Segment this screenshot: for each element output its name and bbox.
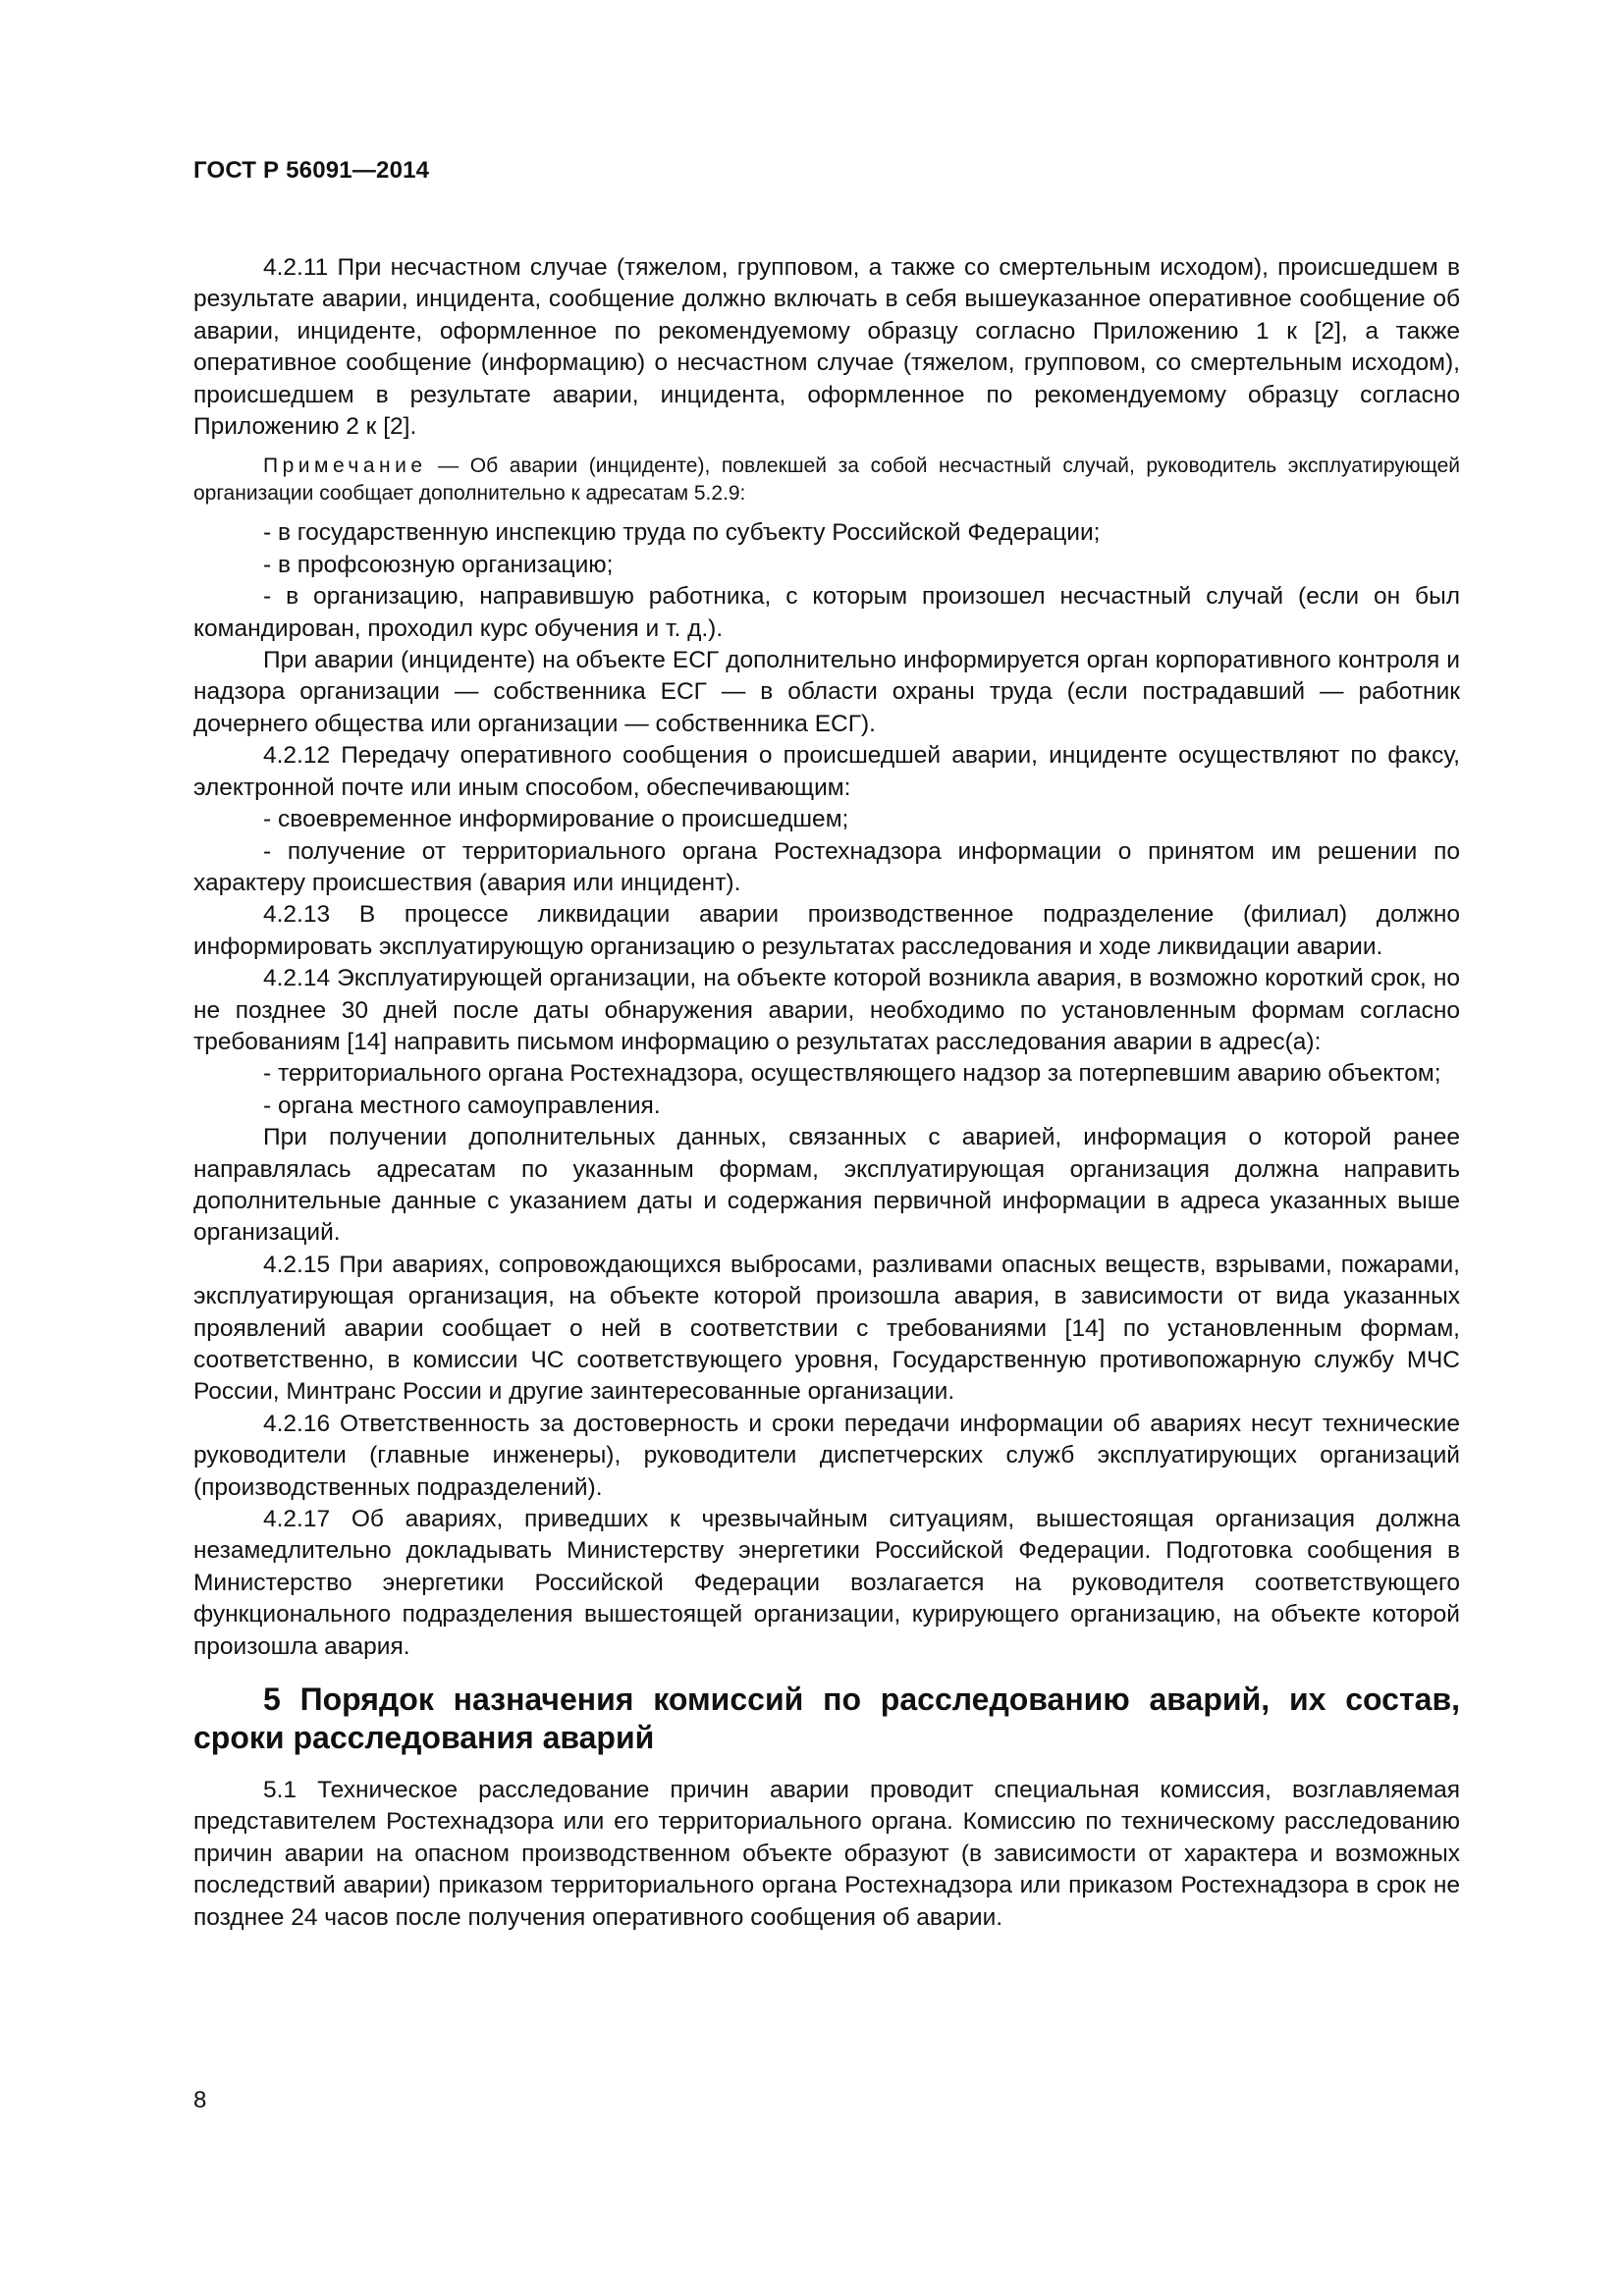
list-item: - органа местного самоуправления. [263, 1092, 661, 1119]
page-number: 8 [193, 2087, 207, 2113]
paragraph-4-2-13: 4.2.13 В процессе ликвидации аварии производственное подразделение (филиал) должно информировать эксплуатирующую организацию о результатах расследования и ходе ликвидации аварии. [193, 901, 1460, 960]
document-header: ГОСТ Р 56091—2014 [193, 157, 430, 184]
list-item: - получение от территориального органа Ростехнадзора информации о принятом им решении по характеру происшествия (авария или инцидент). [193, 837, 1460, 896]
paragraph-4-2-12: 4.2.12 Передачу оперативного сообщения о происшедшей аварии, инциденте осуществляют по факсу, электронной почте или иным способом, обеспечивающим: [193, 742, 1460, 801]
paragraph-4-2-16: 4.2.16 Ответственность за достоверность и сроки передачи информации об авариях несут технические руководители (главные инженеры), руководители диспетчерских служб эксплуатирующих организаций (производственных подразделений). [193, 1410, 1460, 1501]
note-text: — Об аварии (инциденте), повлекшей за собой несчастный случай, руководитель эксплуатирующей организации сообщает дополнительно к адресатам 5.2.9: [193, 454, 1460, 506]
document-body [193, 252, 1460, 1934]
note-block [193, 453, 1460, 507]
paragraph-esg: При аварии (инциденте) на объекте ЕСГ дополнительно информируется орган корпоративного контроля и надзора организации — собственника ЕСГ — в области охраны труда (если пострадавший — работник дочернего общества или организации — собственника ЕСГ). [193, 647, 1460, 737]
paragraph-4-2-15: 4.2.15 При авариях, сопровождающихся выбросами, разливами опасных веществ, взрывами, пожарами, эксплуатирующая организация, на объекте которой произошла авария, в зависимости от вида указанных проявлений аварии сообщает о ней в соответствии с требованиями [14] по установленным формам, соответственно, в комиссии ЧС соответствующего уровня, Государственную противопожарную службу МЧС России, Минтранс России и другие заинтересованные организации. [193, 1251, 1460, 1406]
paragraph-4-2-11: 4.2.11 При несчастном случае (тяжелом, групповом, а также со смертельным исходом), происшедшем в результате аварии, инцидента, сообщение должно включать в себя вышеуказанное оперативное сообщение об аварии, инциденте, оформленное по рекомендуемому образцу согласно Приложению 1 к [2], а также оперативное сообщение (информацию) о несчастном случае (тяжелом, групповом, со смертельным исходом), происшедшем в результате аварии, инцидента, оформленное по рекомендуемому образцу согласно Приложению 2 к [2]. [193, 254, 1460, 441]
paragraph-additional-data: При получении дополнительных данных, связанных с аварией, информация о которой ранее направлялась адресатам по указанным формам, эксплуатирующая организация должна направить дополнительные данные с указанием даты и содержания первичной информации в адреса указанных выше организаций. [193, 1124, 1460, 1247]
list-item: - своевременное информирование о происшедшем; [263, 806, 849, 833]
note-label: Примечание [263, 454, 427, 478]
section-5-heading: 5 Порядок назначения комиссий по расследованию аварий, их состав, сроки расследования аварий [193, 1682, 1460, 1756]
paragraph-4-2-17: 4.2.17 Об авариях, приведших к чрезвычайным ситуациям, вышестоящая организация должна незамедлительно докладывать Министерству энергетики Российской Федерации. Подготовка сообщения в Министерство энергетики Российской Федерации возлагается на руководителя соответствующего функционального подразделения вышестоящей организации, курирующего организацию, на объекте которой произошла авария. [193, 1506, 1460, 1660]
paragraph-4-2-14: 4.2.14 Эксплуатирующей организации, на объекте которой возникла авария, в возможно короткий срок, но не позднее 30 дней после даты обнаружения аварии, необходимо по установленным формам согласно требованиям [14] направить письмом информацию о результатах расследования аварии в адрес(а): [193, 965, 1460, 1055]
paragraph-5-1: 5.1 Техническое расследование причин аварии проводит специальная комиссия, возглавляемая представителем Ростехнадзора или его территориального органа. Комиссию по техническому расследованию причин аварии на опасном производственном объекте образуют (в зависимости от характера и возможных последствий аварии) приказом территориального органа Ростехнадзора или приказом Ростехнадзора в срок не позднее 24 часов после получения оперативного сообщения об аварии. [193, 1777, 1460, 1931]
list-item: - в государственную инспекцию труда по субъекту Российской Федерации; [263, 519, 1101, 547]
list-item: - в организацию, направившую работника, с которым произошел несчастный случай (если он был командирован, проходил курс обучения и т. д.). [193, 583, 1460, 642]
list-item: - территориального органа Ростехнадзора, осуществляющего надзор за потерпевшим аварию объектом; [263, 1060, 1441, 1088]
list-item: - в профсоюзную организацию; [263, 551, 614, 578]
